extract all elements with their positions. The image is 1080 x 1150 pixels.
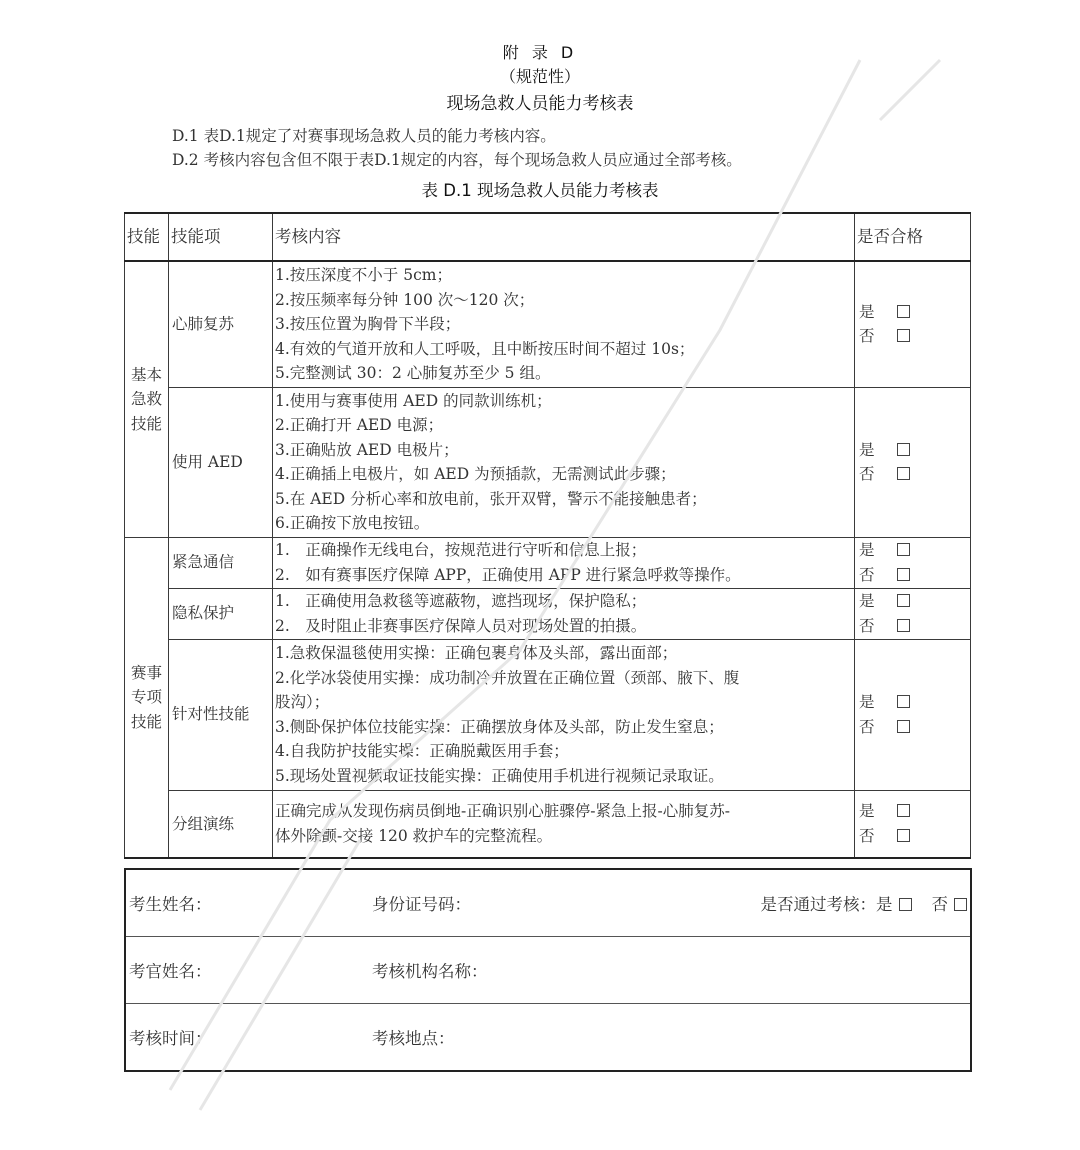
page-title: 现场急救人员能力考核表 [446,94,634,114]
table-header-row [125,213,971,261]
pass-check-targeted: 是 否 [855,639,971,790]
table-row [125,588,971,639]
header-content: 考核内容 [273,213,855,261]
yes-checkbox[interactable] [897,804,910,817]
pass-result: 是否通过考核：是 否 [709,869,971,937]
category-basic: 基本 急救 技能 [125,261,169,537]
content-targeted: 1.急救保温毯使用实操：正确包裹身体及头部，露出面部； 2.化学冰袋使用实操：成功制冷并放置在正确位置（颈部、腋下、腹 股沟）； 3.侧卧保护体位技能实操：正确摆放身体及头部，防止发生窒息； 4.自我防护技能实操：正确脱戴医用手套； 5.现场处置视频取证技能实操：正确使用手机进行视频记录取证。 [273,639,855,790]
pass-check-privacy: 是 否 [855,588,971,639]
pass-check-aed: 是 否 [855,387,971,537]
yes-checkbox[interactable] [897,695,910,708]
table-row [125,790,971,858]
category-event: 赛事 专项 技能 [125,537,169,858]
no-checkbox[interactable] [897,619,910,632]
content-privacy: 1. 正确使用急救毯等遮蔽物，遮挡现场，保护隐私； 2. 及时阻止非赛事医疗保障人员对现场处置的拍摄。 [273,588,855,639]
footer-row [125,1004,971,1072]
table-caption: 表 D.1 现场急救人员能力考核表 [421,181,659,200]
skill-emergency-comms: 紧急通信 [169,537,273,588]
intro-paragraph-2: D.2 考核内容包含但不限于表D.1规定的内容，每个现场急救人员应通过全部考核。 [172,151,742,169]
skill-cpr: 心肺复苏 [169,261,273,387]
content-emergency-comms: 1. 正确操作无线电台，按规范进行守听和信息上报； 2. 如有赛事医疗保障 APP，正确使用 APP 进行紧急呼救等操作。 [273,537,855,588]
examinee-name-field[interactable]: 考生姓名： [129,895,212,914]
pass-check-drill: 是 否 [855,790,971,858]
pass-check-cpr: 是 否 [855,261,971,387]
exam-time-field[interactable]: 考核时间： [125,1004,369,1072]
signature-table [124,868,972,1072]
intro-paragraph-1: D.1 表D.1规定了对赛事现场急救人员的能力考核内容。 [172,127,556,145]
content-group-drill: 正确完成从发现伤病员倒地-正确识别心脏骤停-紧急上报-心肺复苏- 体外除颤-交接 120 救护车的完整流程。 [273,790,855,858]
table-row [125,639,971,790]
skill-privacy: 隐私保护 [169,588,273,639]
content-aed: 1.使用与赛事使用 AED 的同款训练机； 2.正确打开 AED 电源； 3.正确贴放 AED 电极片； 4.正确插上电极片，如 AED 为预插款，无需测试此步骤； 5.在 AED 分析心率和放电前，张开双臂，警示不能接触患者； 6.正确按下放电按钮。 [273,387,855,537]
pass-check-comms: 是 否 [855,537,971,588]
no-checkbox[interactable] [897,329,910,342]
skill-aed: 使用 AED [169,387,273,537]
header-pass: 是否合格 [855,213,971,261]
table-row [125,261,971,387]
pass-yes-checkbox[interactable] [899,898,912,911]
no-checkbox[interactable] [897,720,910,733]
header-category: 技能 [125,213,169,261]
no-checkbox[interactable] [897,568,910,581]
id-number-field[interactable]: 身份证号码： [372,895,471,914]
table-row [125,387,971,537]
assessment-table [124,212,971,859]
exam-place-field[interactable]: 考核地点： [369,1004,971,1072]
no-checkbox[interactable] [897,829,910,842]
yes-checkbox[interactable] [897,543,910,556]
no-checkbox[interactable] [897,467,910,480]
content-cpr: 1.按压深度不小于 5cm； 2.按压频率每分钟 100 次～120 次； 3.按压位置为胸骨下半段； 4.有效的气道开放和人工呼吸，且中断按压时间不超过 10s； 5.完整测试 30：2 心肺复苏至少 5 组。 [273,261,855,387]
yes-checkbox[interactable] [897,443,910,456]
appendix-nature: （规范性） [499,67,580,86]
footer-row [125,869,971,937]
pass-no-checkbox[interactable] [954,898,967,911]
yes-checkbox[interactable] [897,594,910,607]
appendix-label: 附 录 D [502,43,578,62]
examiner-name-field[interactable]: 考官姓名： [125,937,369,1004]
org-name-field[interactable]: 考核机构名称： [369,937,971,1004]
header-skill-item: 技能项 [169,213,273,261]
footer-row [125,937,971,1004]
skill-group-drill: 分组演练 [169,790,273,858]
skill-targeted: 针对性技能 [169,639,273,790]
yes-checkbox[interactable] [897,305,910,318]
table-row [125,537,971,588]
